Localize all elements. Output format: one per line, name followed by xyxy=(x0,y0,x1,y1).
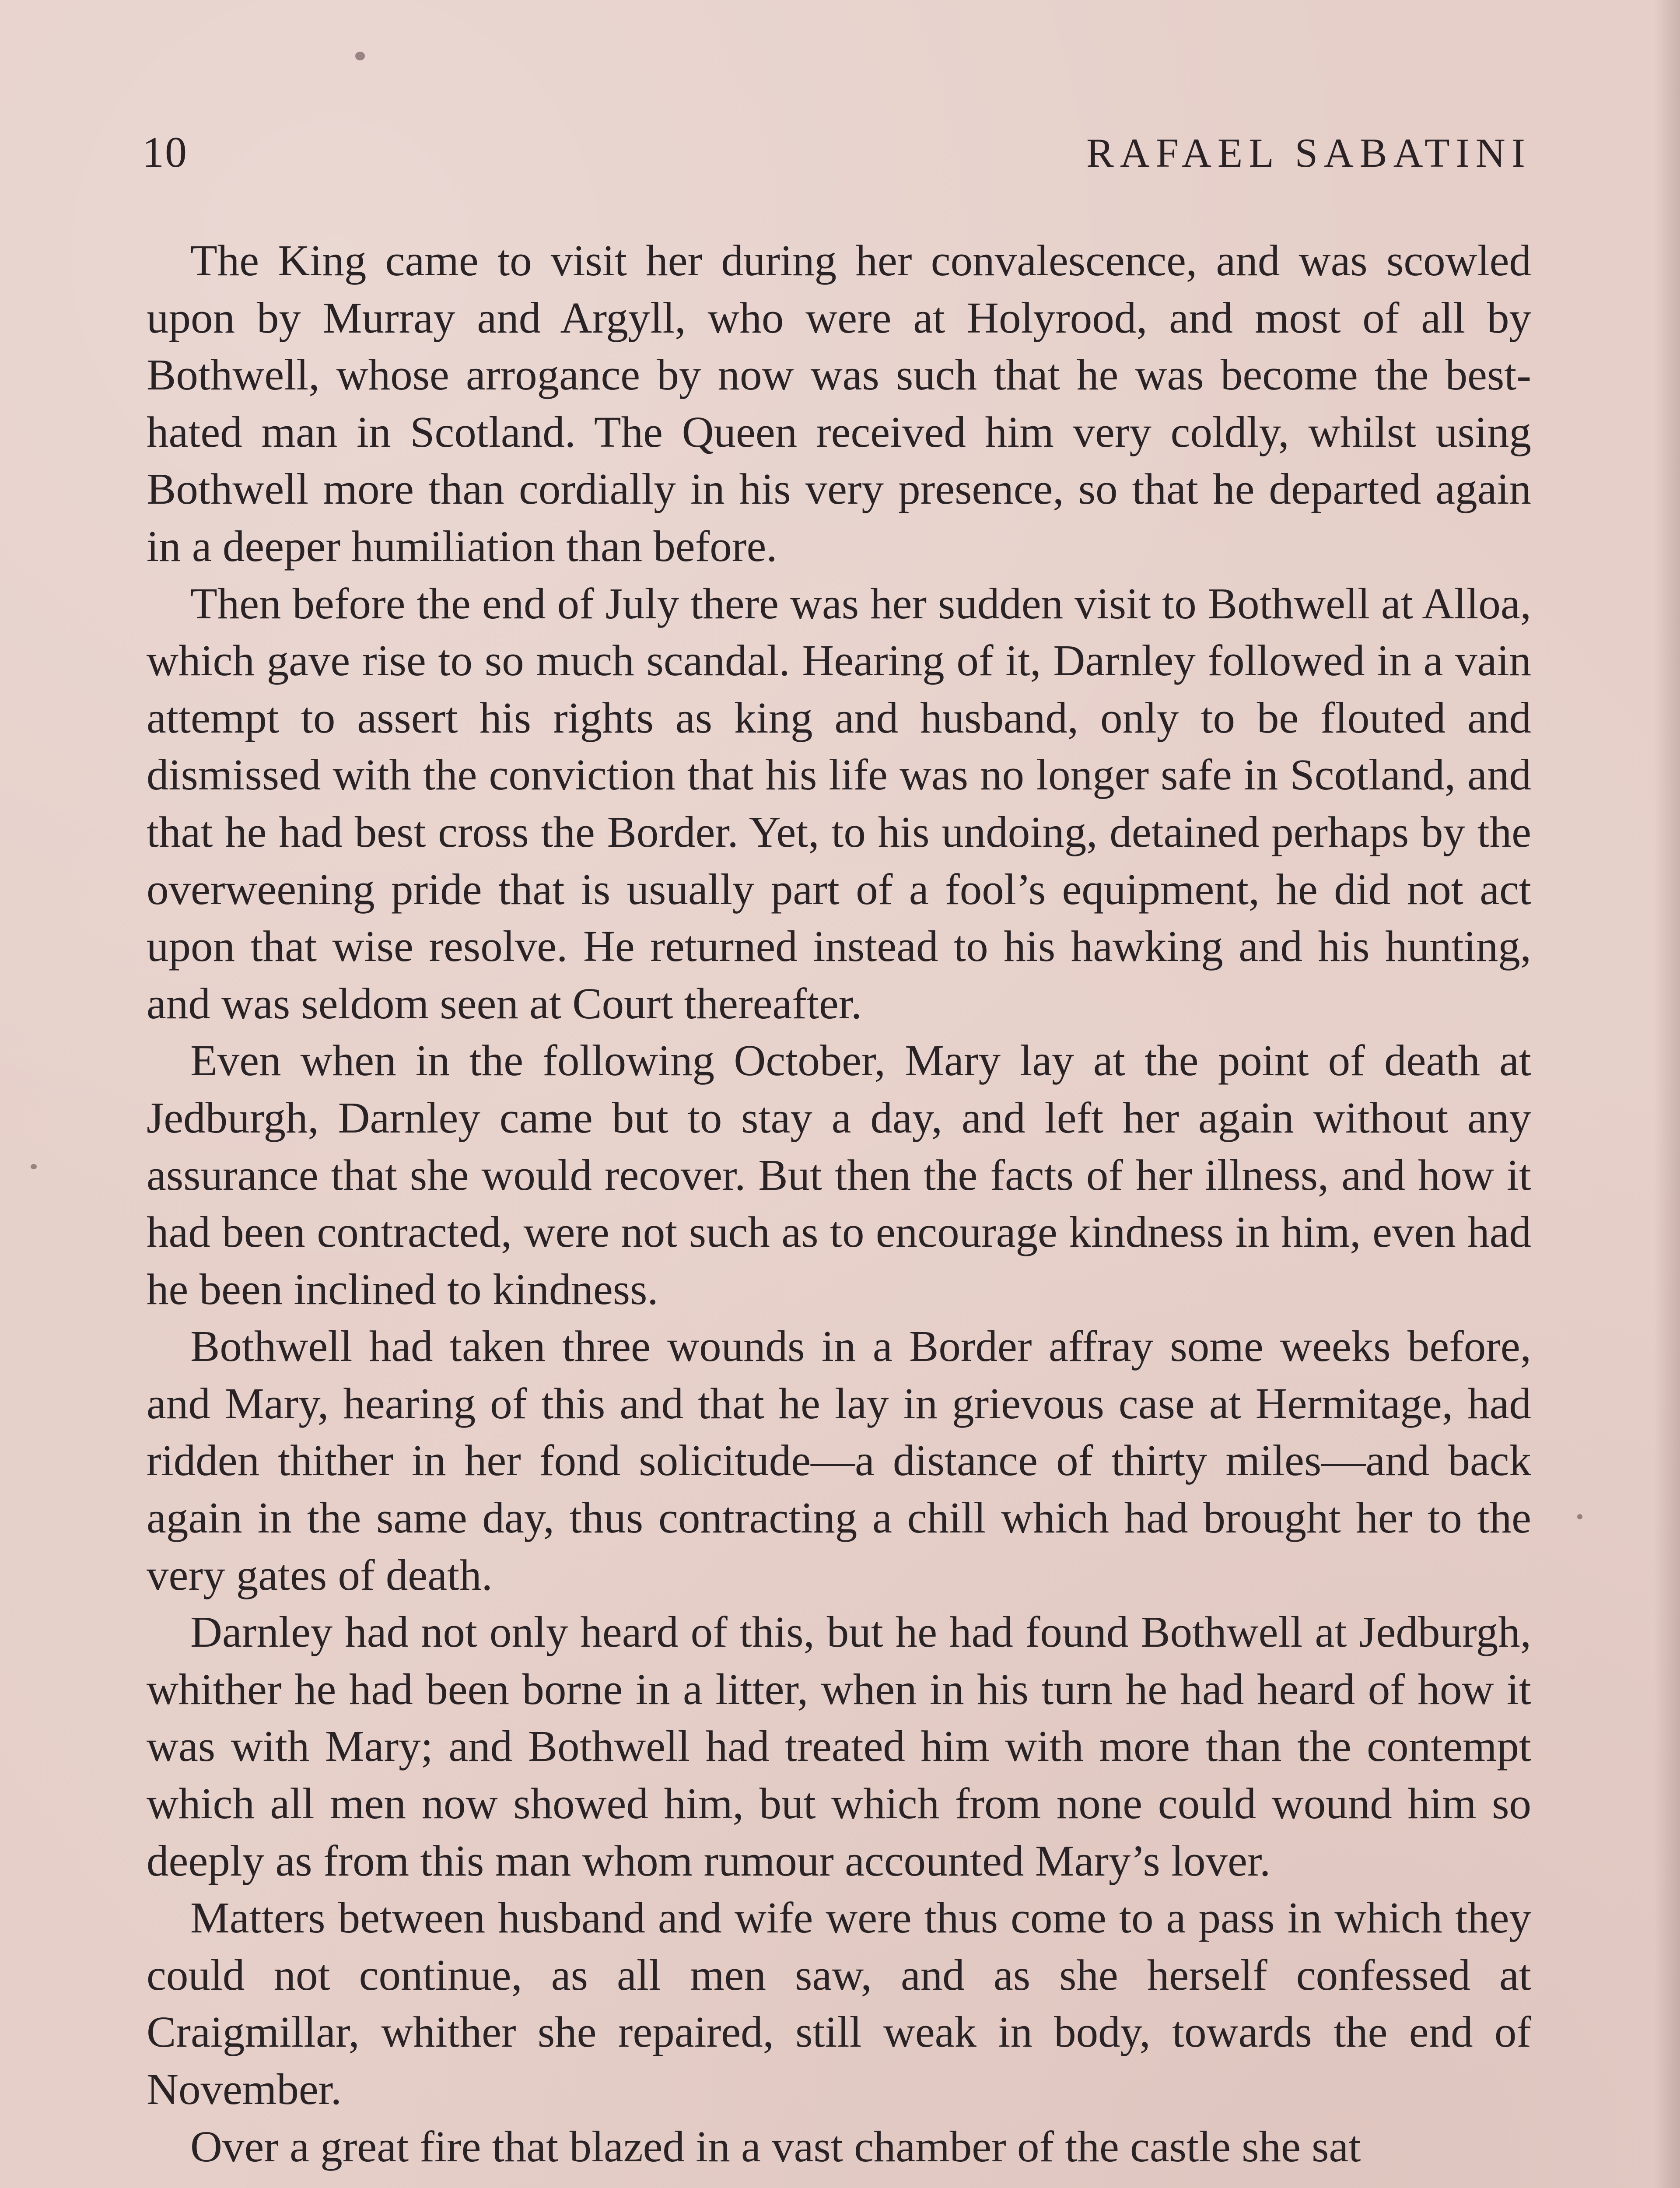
page-header xyxy=(142,127,1531,193)
ink-speck xyxy=(31,1164,37,1169)
page-number: 10 xyxy=(142,128,188,176)
paragraph: Then before the end of July there was her sudden visit to Bothwell at Alloa, which gave rise to so much scandal. Hearing of it, Darnley followed in a vain attempt to assert his rights as king and husband, only to be flouted and dismissed with the conviction that his life was no longer safe in Scotland, and that he had best cross the Border. Yet, to his undoing, detained perhaps by the overweening pride that is usually part of a fool’s equipment, he did not act upon that wise resolve. He returned instead to his hawking and his hunting, and was seldom seen at Court thereafter. xyxy=(147,579,1531,1028)
ink-speck xyxy=(355,52,365,60)
paragraph: Over a great fire that blazed in a vast chamber of the castle she sat xyxy=(190,2121,1361,2171)
running-head: RAFAEL SABATINI xyxy=(1086,130,1531,176)
paragraph: Even when in the following October, Mary lay at the point of death at Jedburgh, Darnley came but to stay a day, and left her again without any assurance that she would recover. But then the facts of her illness, and how it had been contracted, were not such as to encourage kindness in him, even had he been inclined to kindness. xyxy=(147,1036,1531,1314)
paragraph: The King came to visit her during her convalescence, and was scowled upon by Murray and Argyll, who were at Holyrood, and most of all by Bothwell, whose arrogance by now was such that he was become the best-hated man in Scotland. The Queen received him very coldly, whilst using Bothwell more than cordially in his very presence, so that he departed again in a deeper humiliation than before. xyxy=(147,236,1531,571)
paragraph: Matters between husband and wife were thus come to a pass in which they could not continue, as all men saw, and as she herself confessed at Craigmillar, whither she repaired, still weak in body, towards the end of November. xyxy=(147,1893,1531,2114)
body-text xyxy=(147,232,1531,2175)
paragraph: Bothwell had taken three wounds in a Border affray some weeks before, and Mary, hearing of this and that he lay in grievous case at Hermitage, had ridden thither in her fond solicitude—a distance of thirty miles—and back again in the same day, thus contracting a chill which had brought her to the very gates of death. xyxy=(147,1322,1531,1599)
page-edge-shadow xyxy=(1654,0,1680,2188)
paragraph: Darnley had not only heard of this, but he had found Bothwell at Jedburgh, whither he had been borne in a litter, when in his turn he had heard of how it was with Mary; and Bothwell had treated him with more than the contempt which all men now showed him, but which from none could wound him so deeply as from this man whom rumour accounted Mary’s lover. xyxy=(147,1607,1531,1885)
ink-speck xyxy=(1577,1514,1582,1519)
